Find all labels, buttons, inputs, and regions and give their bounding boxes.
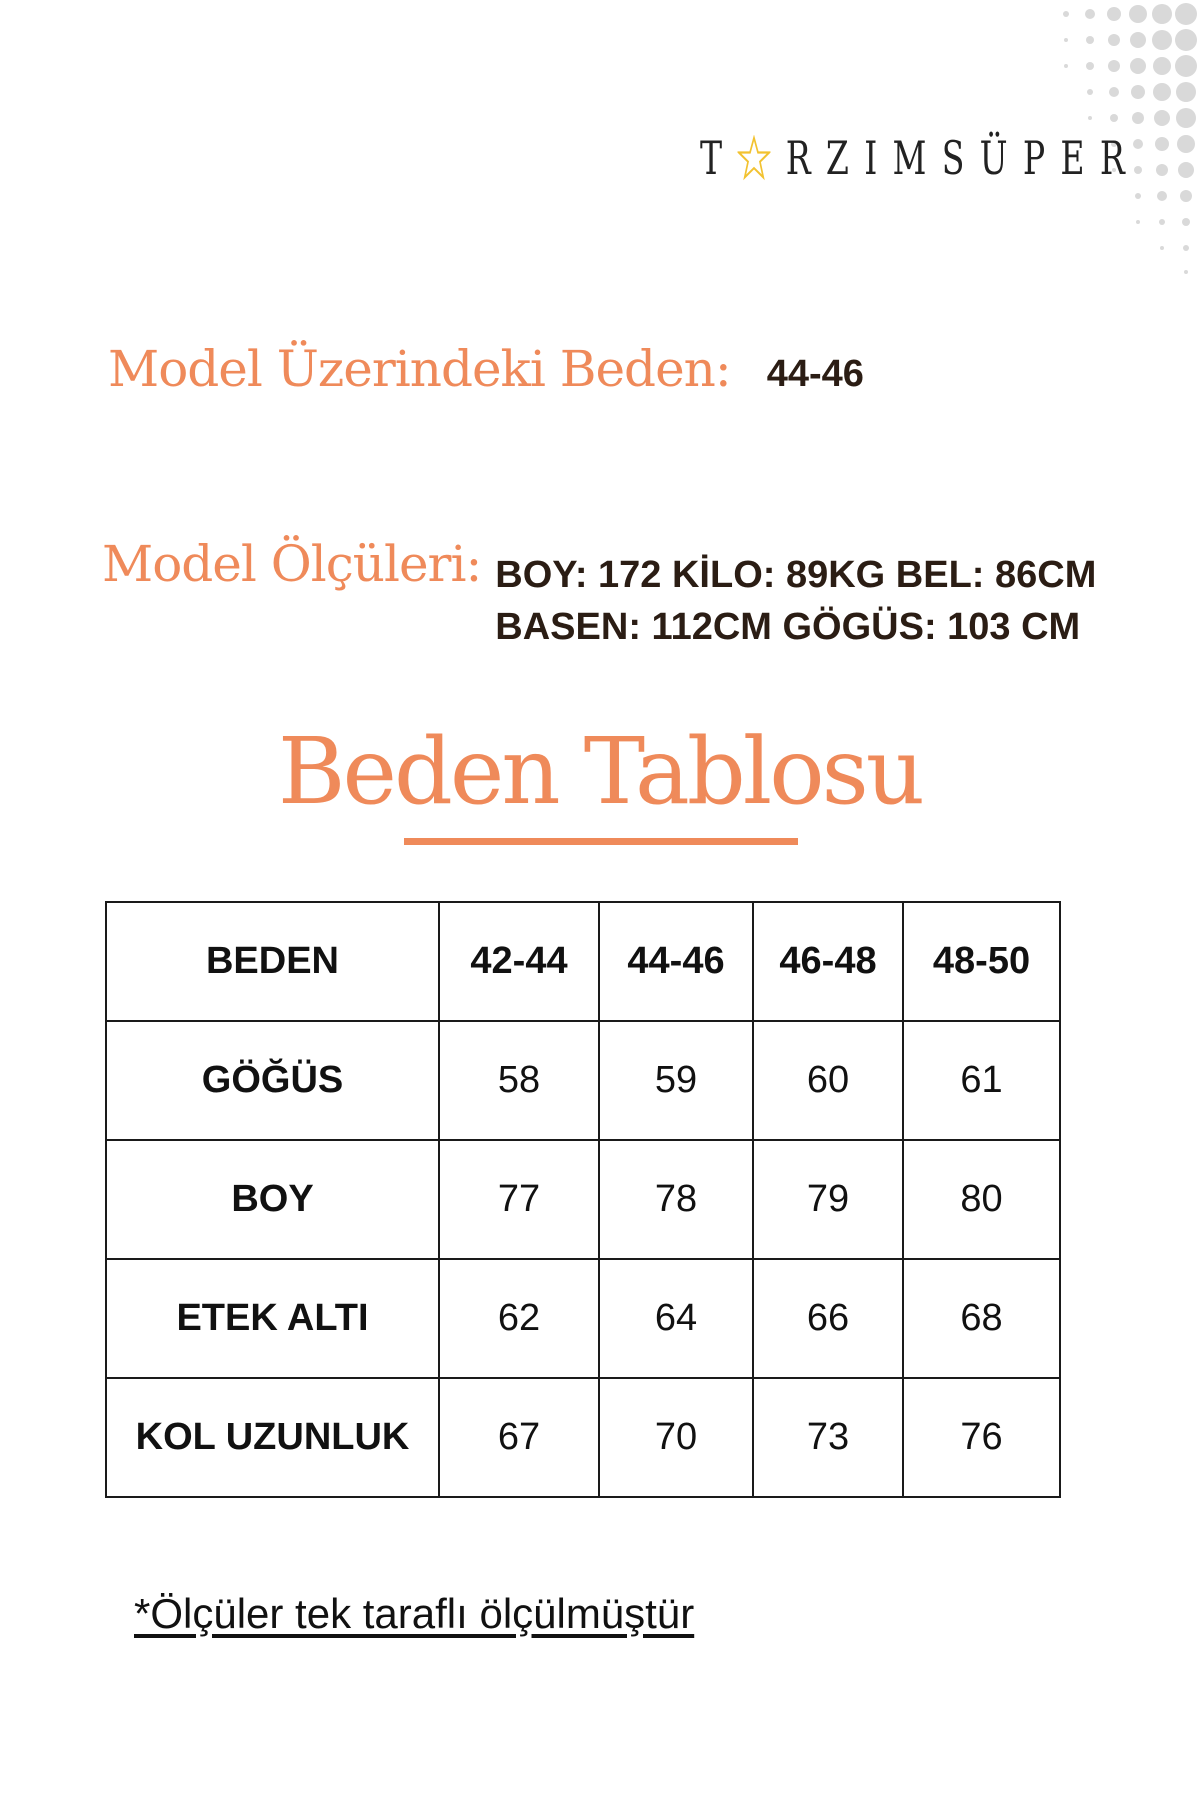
table-header-row	[106, 902, 1060, 1021]
row-label: KOL UZUNLUK	[106, 1378, 439, 1497]
table-cell: 61	[903, 1021, 1060, 1140]
table-header-cell: 46-48	[753, 902, 903, 1021]
table-cell: 76	[903, 1378, 1060, 1497]
brand-letter: S	[941, 131, 965, 185]
star-outline-icon	[737, 135, 770, 181]
model-measurements-values	[495, 549, 1096, 653]
model-size-label: Model Üzerindeki Beden:	[108, 340, 731, 398]
table-cell: 60	[753, 1021, 903, 1140]
table-cell: 73	[753, 1378, 903, 1497]
model-measurements-section	[102, 535, 1096, 653]
table-cell: 68	[903, 1259, 1060, 1378]
brand-letter: M	[892, 131, 927, 185]
brand-letter: R	[785, 131, 811, 185]
table-cell: 59	[599, 1021, 753, 1140]
table-cell: 78	[599, 1140, 753, 1259]
table-cell: 67	[439, 1378, 599, 1497]
brand-letter: I	[864, 131, 878, 185]
brand-letter: Ü	[979, 131, 1008, 185]
table-header-cell: BEDEN	[106, 902, 439, 1021]
brand-logo	[700, 128, 1125, 188]
model-measurements-line-2: BASEN: 112CM GÖGÜS: 103 CM	[495, 606, 1081, 648]
table-cell: 80	[903, 1140, 1060, 1259]
row-label: ETEK ALTI	[106, 1259, 439, 1378]
model-measurements-line-1: BOY: 172 KİLO: 89KG BEL: 86CM	[495, 554, 1097, 596]
table-header-cell: 42-44	[439, 902, 599, 1021]
table-cell: 79	[753, 1140, 903, 1259]
title-underline	[404, 838, 798, 845]
row-label: BOY	[106, 1140, 439, 1259]
size-table	[105, 901, 1061, 1498]
table-header-cell: 48-50	[903, 902, 1060, 1021]
model-measurements-label: Model Ölçüleri:	[102, 535, 482, 593]
brand-letter: Z	[825, 131, 849, 185]
brand-letter: E	[1060, 131, 1085, 185]
table-cell: 77	[439, 1140, 599, 1259]
table-row	[106, 1378, 1060, 1497]
model-size-section	[108, 340, 864, 398]
brand-letter: R	[1099, 131, 1125, 185]
model-size-value: 44-46	[766, 353, 864, 395]
brand-letter: T	[700, 131, 723, 185]
table-row	[106, 1140, 1060, 1259]
table-row	[106, 1259, 1060, 1378]
table-cell: 62	[439, 1259, 599, 1378]
row-label: GÖĞÜS	[106, 1021, 439, 1140]
table-cell: 66	[753, 1259, 903, 1378]
table-cell: 58	[439, 1021, 599, 1140]
table-cell: 70	[599, 1378, 753, 1497]
brand-letter: P	[1022, 131, 1046, 185]
table-row	[106, 1021, 1060, 1140]
page-title: Beden Tablosu	[277, 718, 923, 825]
table-header-cell: 44-46	[599, 902, 753, 1021]
footnote: *Ölçüler tek taraflı ölçülmüştür	[134, 1590, 695, 1637]
table-cell: 64	[599, 1259, 753, 1378]
